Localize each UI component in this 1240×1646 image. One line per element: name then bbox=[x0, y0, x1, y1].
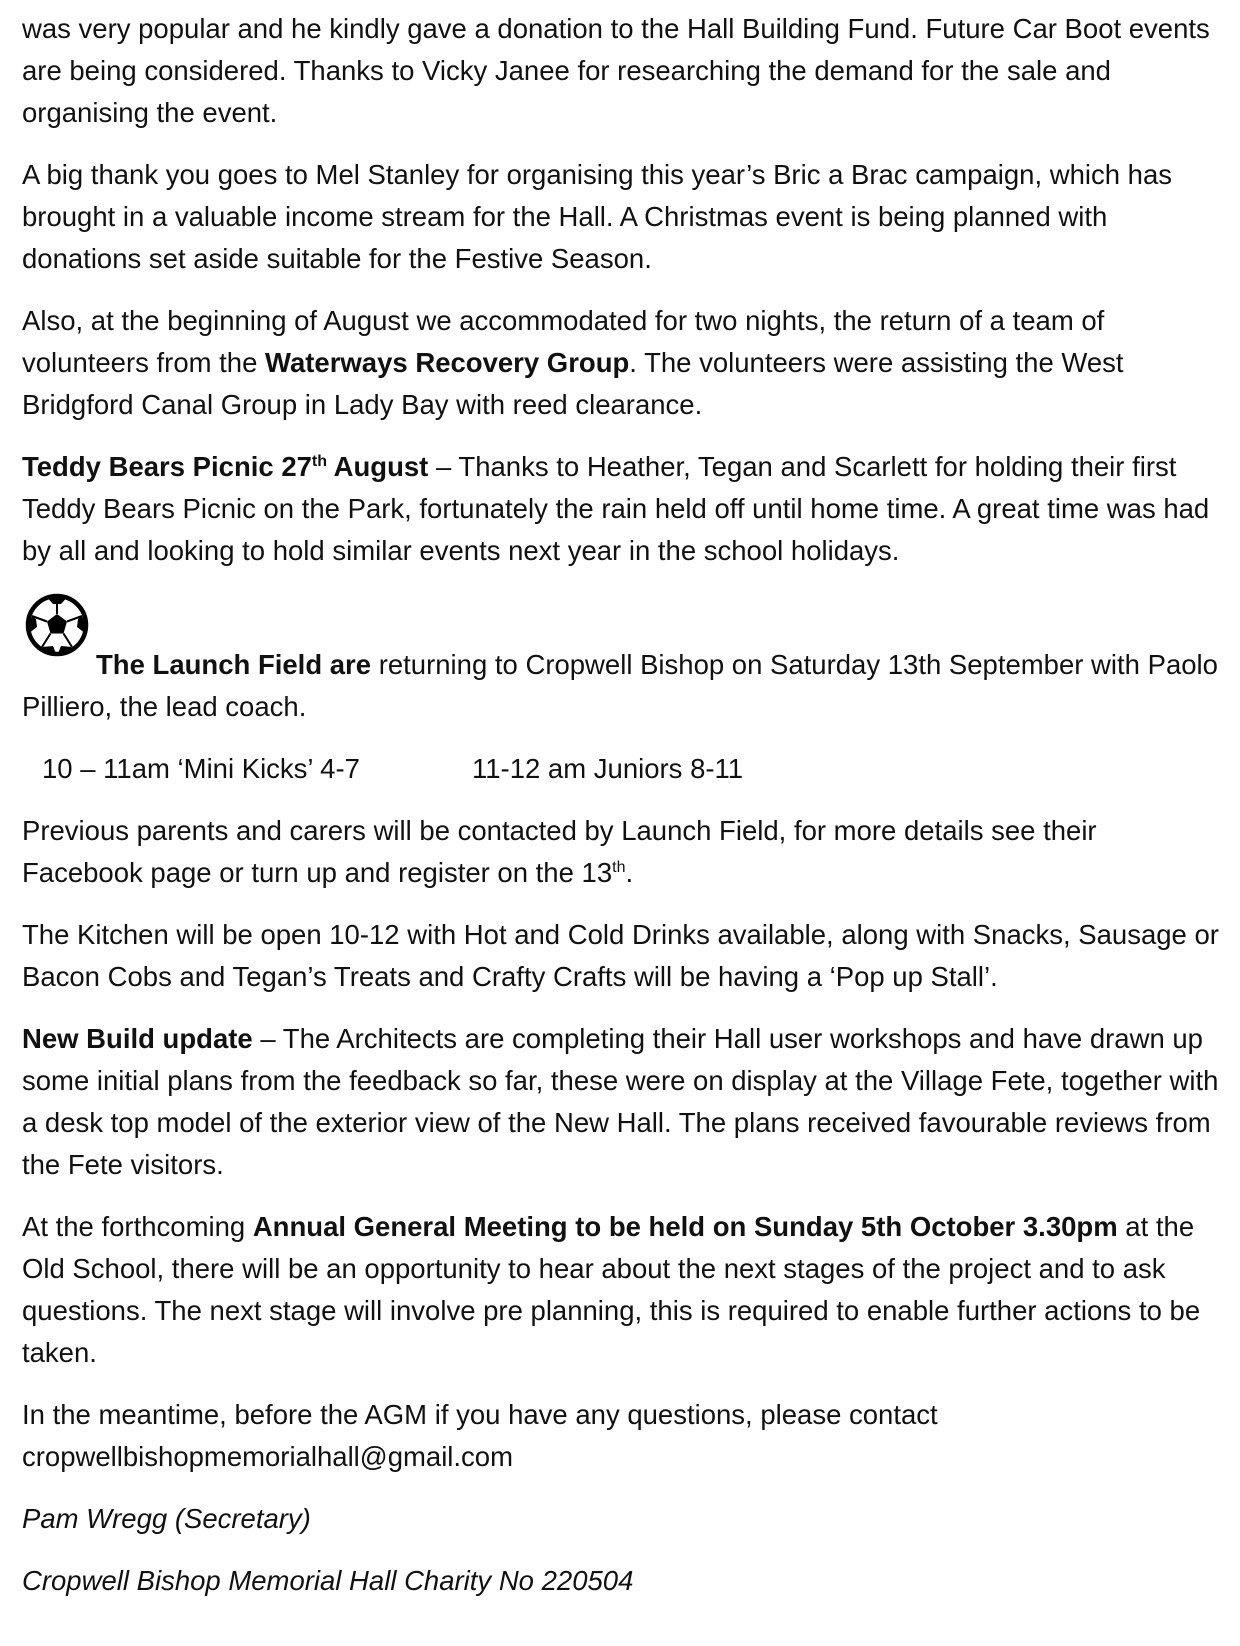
launch-field-heading: The Launch Field are bbox=[96, 649, 372, 680]
teddy-bears-sup: th bbox=[311, 452, 328, 470]
agm-paragraph bbox=[22, 1206, 1222, 1374]
mini-kicks-time: 10 – 11am ‘Mini Kicks’ 4-7 bbox=[42, 753, 360, 784]
parents-sup: th bbox=[612, 858, 626, 876]
parents-paragraph bbox=[22, 810, 1222, 894]
waterways-paragraph bbox=[22, 300, 1222, 426]
launch-field-section bbox=[22, 592, 1222, 728]
contact-text: In the meantime, before the AGM if you have any questions, please contact bbox=[22, 1399, 938, 1430]
new-build-paragraph bbox=[22, 1018, 1222, 1186]
waterways-text-pre: Also, at the beginning of August we accommodated for two nights, the return of a team of volunteers from the bbox=[22, 305, 1105, 378]
agm-text-pre: At the forthcoming bbox=[22, 1211, 253, 1242]
newsletter-page bbox=[22, 8, 1222, 1602]
teddy-bears-heading bbox=[22, 451, 428, 482]
contact-paragraph bbox=[22, 1394, 1222, 1478]
launch-field-text: returning to Cropwell Bishop on Saturday 13th September with Paolo Pilliero, the lead coach. bbox=[22, 649, 1218, 722]
teddy-bears-text: – Thanks to Heather, Tegan and Scarlett for holding their first Teddy Bears Picnic on the Park, fortunately the rain held off until home time. A great time was had by all and looking to hold similar events next year in the school holidays. bbox=[22, 451, 1210, 566]
launch-field-paragraph bbox=[22, 644, 1222, 728]
car-boot-paragraph: was very popular and he kindly gave a donation to the Hall Building Fund. Future Car Boot events are being considered. Thanks to Vicky Janee for researching the demand for the sale and organising the event. bbox=[22, 13, 1210, 128]
waterways-text-post: . The volunteers were assisting the West Bridgford Canal Group in Lady Bay with reed clearance. bbox=[22, 347, 1124, 420]
teddy-bears-heading-b: August bbox=[327, 451, 429, 482]
contact-email-link[interactable]: cropwellbishopmemorialhall@gmail.com bbox=[22, 1441, 514, 1472]
teddy-bears-heading-a: Teddy Bears Picnic 27 bbox=[22, 451, 312, 482]
new-build-text: – The Architects are completing their Hall user workshops and have drawn up some initial plans from the feedback so far, these were on display at the Village Fete, together with a desk top model of the exterior view of the New Hall. The plans received favourable reviews from the Fete visitors. bbox=[22, 1023, 1219, 1180]
new-build-heading: New Build update bbox=[22, 1023, 253, 1054]
signature: Pam Wregg (Secretary) bbox=[22, 1503, 311, 1534]
agm-text-post: at the Old School, there will be an opportunity to hear about the next stages of the project and to ask questions. The next stage will involve pre planning, this is required to enable further actions to be taken. bbox=[22, 1211, 1201, 1368]
teddy-bears-paragraph bbox=[22, 446, 1222, 572]
parents-text-end: . bbox=[625, 857, 634, 888]
kitchen-paragraph: The Kitchen will be open 10-12 with Hot and Cold Drinks available, along with Snacks, Sausage or Bacon Cobs and Tegan’s Treats and Crafty Crafts will be having a ‘Pop up Stall’. bbox=[22, 919, 1219, 992]
agm-details: Annual General Meeting to be held on Sunday 5th October 3.30pm bbox=[252, 1211, 1118, 1242]
juniors-time: 11-12 am Juniors 8-11 bbox=[472, 753, 744, 784]
parents-text: Previous parents and carers will be contacted by Launch Field, for more details see their Facebook page or turn up and register on the 13 bbox=[22, 815, 1097, 888]
waterways-group-name: Waterways Recovery Group bbox=[265, 347, 630, 378]
football-icon bbox=[24, 592, 90, 658]
charity-footer: Cropwell Bishop Memorial Hall Charity No 220504 bbox=[22, 1565, 634, 1596]
bric-a-brac-paragraph: A big thank you goes to Mel Stanley for organising this year’s Bric a Brac campaign, which has brought in a valuable income stream for the Hall. A Christmas event is being planned with donations set aside suitable for the Festive Season. bbox=[22, 159, 1173, 274]
session-times bbox=[22, 748, 1222, 790]
